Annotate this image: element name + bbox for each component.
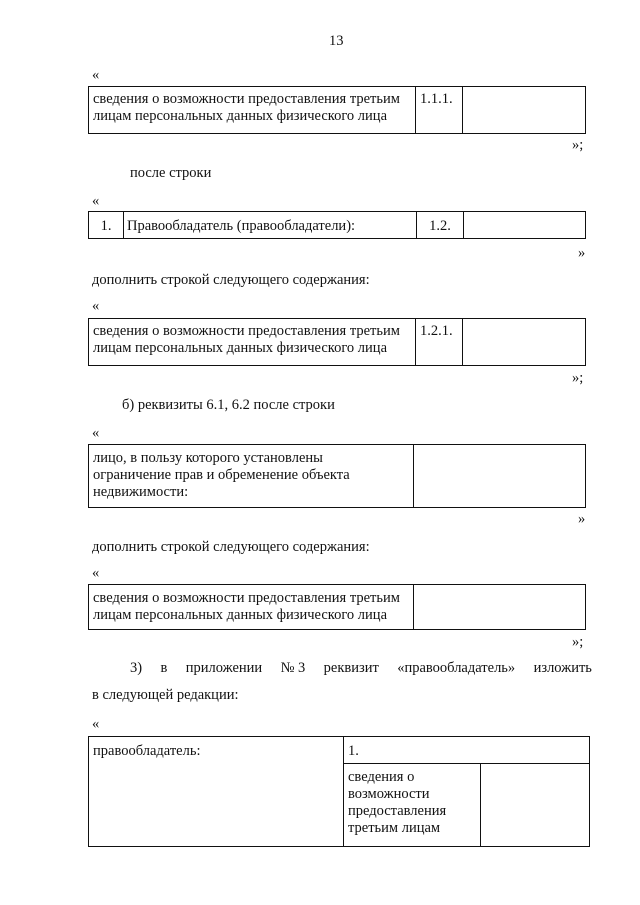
table-cell-code: 1.2. <box>417 212 464 239</box>
cell-text-line: возможности <box>348 786 430 802</box>
table-cell-empty <box>463 87 586 134</box>
add-row-text: дополнить строкой следующего содержания: <box>92 539 370 555</box>
after-row-text: после строки <box>130 165 212 181</box>
item-b-text: б) реквизиты 6.1, 6.2 после строки <box>122 397 335 413</box>
table-cell-empty <box>464 212 586 239</box>
table-cell-text <box>89 87 416 134</box>
cell-text-line: предоставления <box>348 803 447 819</box>
cell-text-line: ограничение прав и обременение объекта <box>93 467 350 483</box>
table-cell-empty <box>463 319 586 366</box>
cell-text-line: лицам персональных данных физического лица <box>93 607 388 623</box>
cell-text-line: лицам персональных данных физического лица <box>93 108 388 124</box>
item-3-line <box>130 659 592 677</box>
open-quote: « <box>92 193 100 209</box>
table-cell-text <box>89 445 414 508</box>
cell-text-line: сведения о возможности предоставления третьим <box>93 91 400 107</box>
item-3-word: изложить <box>533 660 592 676</box>
table-cell-text: Правообладатель (правообладатели): <box>124 212 417 239</box>
item-3-word: № 3 <box>280 660 306 676</box>
table-block-3 <box>88 318 586 366</box>
open-quote: « <box>92 425 100 441</box>
table-cell-empty <box>481 764 590 847</box>
table-cell-text <box>89 585 414 630</box>
cell-text-line: лицам персональных данных физического лица <box>93 340 388 356</box>
table-cell-text <box>89 319 416 366</box>
item-3-line-2: в следующей редакции: <box>92 687 239 703</box>
open-quote: « <box>92 716 100 732</box>
item-3-word: 3) <box>130 660 143 676</box>
table-block-5 <box>88 584 586 630</box>
table-cell-left: правообладатель: <box>89 737 344 847</box>
table-block-2 <box>88 211 586 239</box>
table-block-6 <box>88 736 590 847</box>
table-cell-empty <box>414 585 586 630</box>
open-quote: « <box>92 298 100 314</box>
item-3-word: в <box>160 660 168 676</box>
cell-text-line: сведения о возможности предоставления третьим <box>93 590 400 606</box>
item-3-word: «правообладатель» <box>397 660 516 676</box>
open-quote: « <box>92 565 100 581</box>
table-cell-code: 1.1.1. <box>416 87 463 134</box>
item-3-word: приложении <box>185 660 263 676</box>
cell-text-line: лицо, в пользу которого установлены <box>93 450 323 466</box>
close-quote: »; <box>572 370 584 386</box>
table-block-1 <box>88 86 586 134</box>
cell-text-line: сведения о <box>348 769 415 785</box>
open-quote: « <box>92 67 100 83</box>
page-number: 13 <box>329 33 344 49</box>
cell-text-line: третьим лицам <box>348 820 441 836</box>
table-cell-num: 1. <box>89 212 124 239</box>
table-cell-num: 1. <box>344 737 590 764</box>
table-cell-code: 1.2.1. <box>416 319 463 366</box>
table-cell-text <box>344 764 481 847</box>
close-quote: »; <box>572 137 584 153</box>
cell-text-line: сведения о возможности предоставления третьим <box>93 323 400 339</box>
item-3-word: реквизит <box>323 660 379 676</box>
close-quote: »; <box>572 634 584 650</box>
close-quote: » <box>578 511 586 527</box>
table-cell-empty <box>414 445 586 508</box>
table-block-4 <box>88 444 586 508</box>
cell-text-line: недвижимости: <box>93 484 189 500</box>
add-row-text: дополнить строкой следующего содержания: <box>92 272 370 288</box>
close-quote: » <box>578 245 586 261</box>
